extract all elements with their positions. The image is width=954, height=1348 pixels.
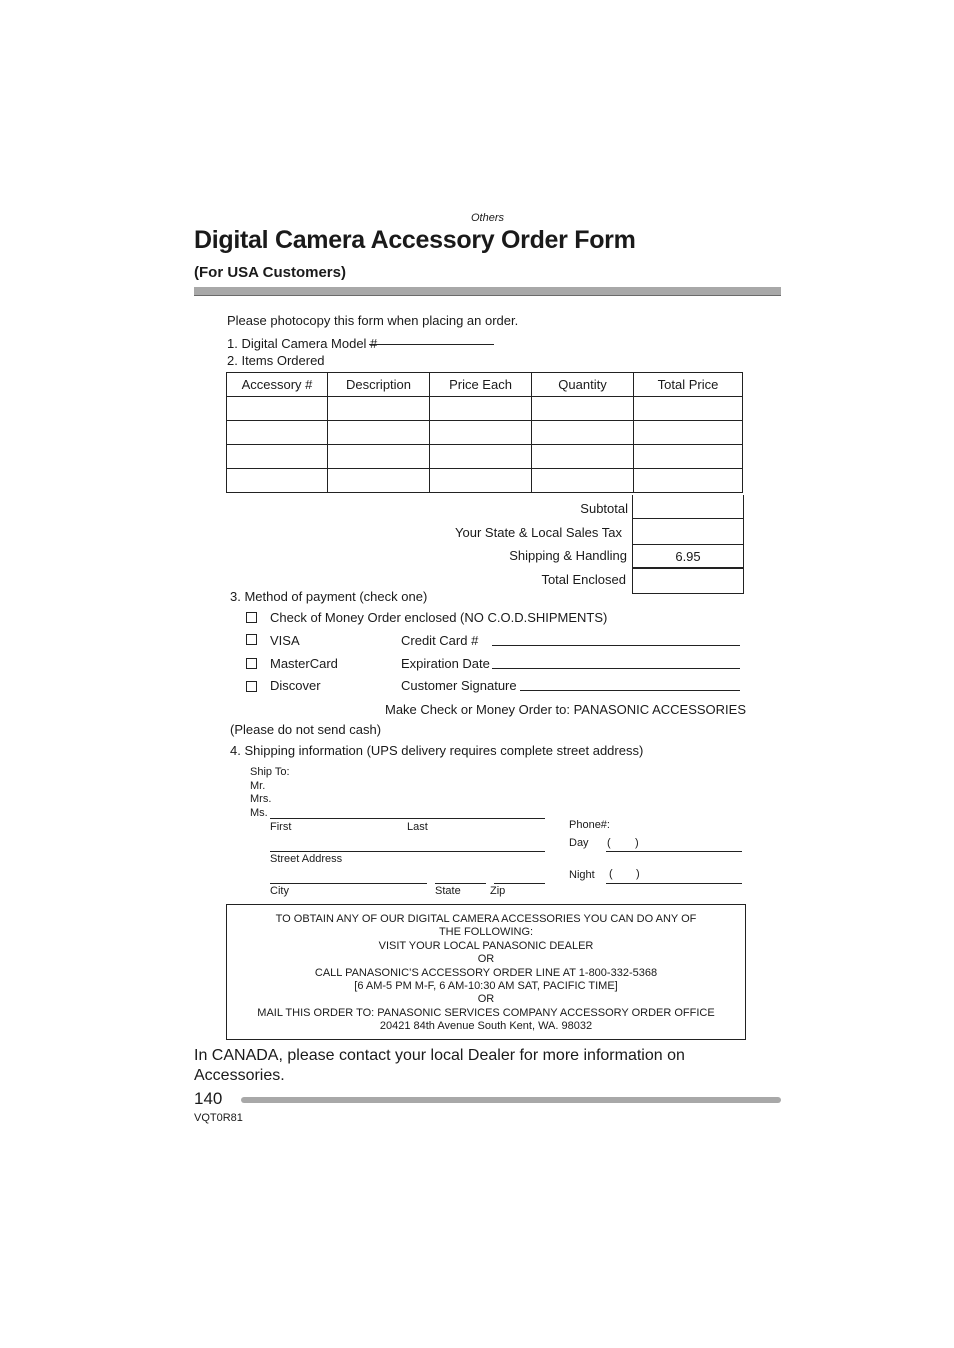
table-cell[interactable] bbox=[532, 469, 634, 493]
table-cell[interactable] bbox=[532, 445, 634, 469]
table-cell[interactable] bbox=[227, 397, 328, 421]
shipping-info-label: 4. Shipping information (UPS delivery requires complete street address) bbox=[230, 743, 644, 758]
table-row bbox=[227, 397, 743, 421]
column-header: Total Price bbox=[634, 373, 743, 397]
info-line-address: 20421 84th Avenue South Kent, WA. 98032 bbox=[379, 1020, 593, 1033]
info-line: VISIT YOUR LOCAL PANASONIC DEALER bbox=[378, 939, 594, 952]
column-header: Price Each bbox=[430, 373, 532, 397]
payable-to-text: Make Check or Money Order to: PANASONIC ACCESSORIES bbox=[385, 702, 746, 717]
payment-label: 3. Method of payment (check one) bbox=[230, 589, 428, 604]
night-phone-field[interactable] bbox=[606, 883, 742, 884]
day-phone-label: Day bbox=[569, 837, 589, 849]
customer-signature-field[interactable] bbox=[520, 690, 740, 691]
items-ordered-table bbox=[226, 372, 743, 493]
credit-card-field[interactable] bbox=[492, 645, 740, 646]
section-label: Others bbox=[471, 212, 505, 224]
model-number-field[interactable] bbox=[369, 344, 494, 345]
table-cell[interactable] bbox=[328, 445, 430, 469]
visa-checkbox[interactable] bbox=[246, 634, 257, 645]
mastercard-checkbox[interactable] bbox=[246, 658, 257, 669]
subtotal-label: Subtotal bbox=[580, 501, 628, 516]
document-code: VQT0R81 bbox=[194, 1112, 243, 1124]
column-header: Accessory # bbox=[227, 373, 328, 397]
zip-label: Zip bbox=[490, 885, 506, 897]
info-line: TO OBTAIN ANY OF OUR DIGITAL CAMERA ACCESSORIES YOU CAN DO ANY OF bbox=[275, 913, 697, 925]
subtotal-field[interactable] bbox=[632, 495, 744, 519]
table-cell[interactable] bbox=[634, 445, 743, 469]
ship-to-label: Ship To: bbox=[250, 766, 290, 778]
sales-tax-label: Your State & Local Sales Tax bbox=[455, 525, 622, 540]
city-field[interactable] bbox=[270, 883, 427, 884]
total-enclosed-field[interactable] bbox=[632, 567, 744, 594]
phone-label: Phone#: bbox=[569, 819, 610, 831]
table-cell[interactable] bbox=[227, 469, 328, 493]
table-cell[interactable] bbox=[328, 397, 430, 421]
table-cell[interactable] bbox=[430, 469, 532, 493]
table-cell[interactable] bbox=[328, 421, 430, 445]
discover-checkbox[interactable] bbox=[246, 681, 257, 692]
title-mr: Mr. bbox=[250, 780, 266, 792]
shipping-label: Shipping & Handling bbox=[509, 548, 627, 563]
model-label: 1. Digital Camera Model # bbox=[227, 336, 378, 351]
info-line-phone: CALL PANASONIC’S ACCESSORY ORDER LINE AT 1-800-332-5368 bbox=[314, 966, 658, 979]
street-address-label: Street Address bbox=[270, 853, 343, 865]
info-line-mail: MAIL THIS ORDER TO: PANASONIC SERVICES COMPANY ACCESSORY ORDER OFFICE bbox=[257, 1006, 715, 1019]
zip-field[interactable] bbox=[494, 883, 545, 884]
mastercard-label: MasterCard bbox=[270, 656, 338, 671]
day-phone-field[interactable] bbox=[606, 851, 742, 852]
total-enclosed-label: Total Enclosed bbox=[541, 572, 626, 587]
table-header-row bbox=[227, 373, 743, 397]
day-area-close: ) bbox=[635, 837, 639, 849]
page-title: Digital Camera Accessory Order Form bbox=[194, 226, 636, 254]
state-label: State bbox=[435, 885, 461, 897]
table-cell[interactable] bbox=[532, 397, 634, 421]
table-row bbox=[227, 421, 743, 445]
table-cell[interactable] bbox=[634, 397, 743, 421]
ordering-info-box bbox=[226, 904, 746, 1040]
column-header: Description bbox=[328, 373, 430, 397]
footer-divider-bar bbox=[241, 1097, 781, 1103]
night-phone-label: Night bbox=[569, 869, 595, 881]
street-address-field[interactable] bbox=[270, 851, 545, 852]
info-line-hours: [6 AM-5 PM M-F, 6 AM-10:30 AM SAT, PACIFIC TIME] bbox=[354, 980, 618, 993]
expiration-date-label: Expiration Date bbox=[401, 656, 490, 671]
check-money-order-label: Check of Money Order enclosed (NO C.O.D.SHIPMENTS) bbox=[270, 610, 608, 625]
last-name-label: Last bbox=[407, 821, 428, 833]
table-cell[interactable] bbox=[227, 421, 328, 445]
night-area-close: ) bbox=[636, 868, 640, 880]
no-cash-note: (Please do not send cash) bbox=[230, 722, 382, 737]
discover-label: Discover bbox=[270, 678, 321, 693]
table-cell[interactable] bbox=[634, 421, 743, 445]
first-name-label: First bbox=[270, 821, 292, 833]
name-field[interactable] bbox=[270, 818, 545, 819]
title-ms: Ms. bbox=[250, 807, 268, 819]
customer-signature-label: Customer Signature bbox=[401, 678, 517, 693]
table-cell[interactable] bbox=[532, 421, 634, 445]
page-subtitle: (For USA Customers) bbox=[194, 264, 346, 281]
column-header: Quantity bbox=[532, 373, 634, 397]
table-cell[interactable] bbox=[227, 445, 328, 469]
visa-label: VISA bbox=[270, 633, 300, 648]
info-line: THE FOLLOWING: bbox=[438, 926, 534, 939]
check-money-order-checkbox[interactable] bbox=[246, 612, 257, 623]
expiration-date-field[interactable] bbox=[492, 668, 740, 669]
page-number: 140 bbox=[194, 1089, 223, 1108]
table-cell[interactable] bbox=[430, 445, 532, 469]
header-divider-bar bbox=[194, 287, 781, 296]
canada-note: In CANADA, please contact your local Dealer for more information on Accessories. bbox=[194, 1047, 685, 1084]
info-or: OR bbox=[477, 953, 495, 966]
credit-card-label: Credit Card # bbox=[401, 633, 479, 648]
state-field[interactable] bbox=[435, 883, 486, 884]
table-cell[interactable] bbox=[634, 469, 743, 493]
night-area-open: ( bbox=[609, 868, 613, 880]
intro-text: Please photocopy this form when placing an order. bbox=[227, 313, 519, 328]
table-cell[interactable] bbox=[328, 469, 430, 493]
table-cell[interactable] bbox=[430, 397, 532, 421]
table-cell[interactable] bbox=[430, 421, 532, 445]
info-or: OR bbox=[477, 993, 495, 1006]
items-label: 2. Items Ordered bbox=[227, 353, 325, 368]
table-row bbox=[227, 445, 743, 469]
shipping-value: 6.95 bbox=[632, 544, 744, 569]
table-row bbox=[227, 469, 743, 493]
sales-tax-field[interactable] bbox=[632, 519, 744, 545]
day-area-open: ( bbox=[607, 837, 611, 849]
city-label: City bbox=[270, 885, 289, 897]
title-mrs: Mrs. bbox=[250, 793, 272, 805]
